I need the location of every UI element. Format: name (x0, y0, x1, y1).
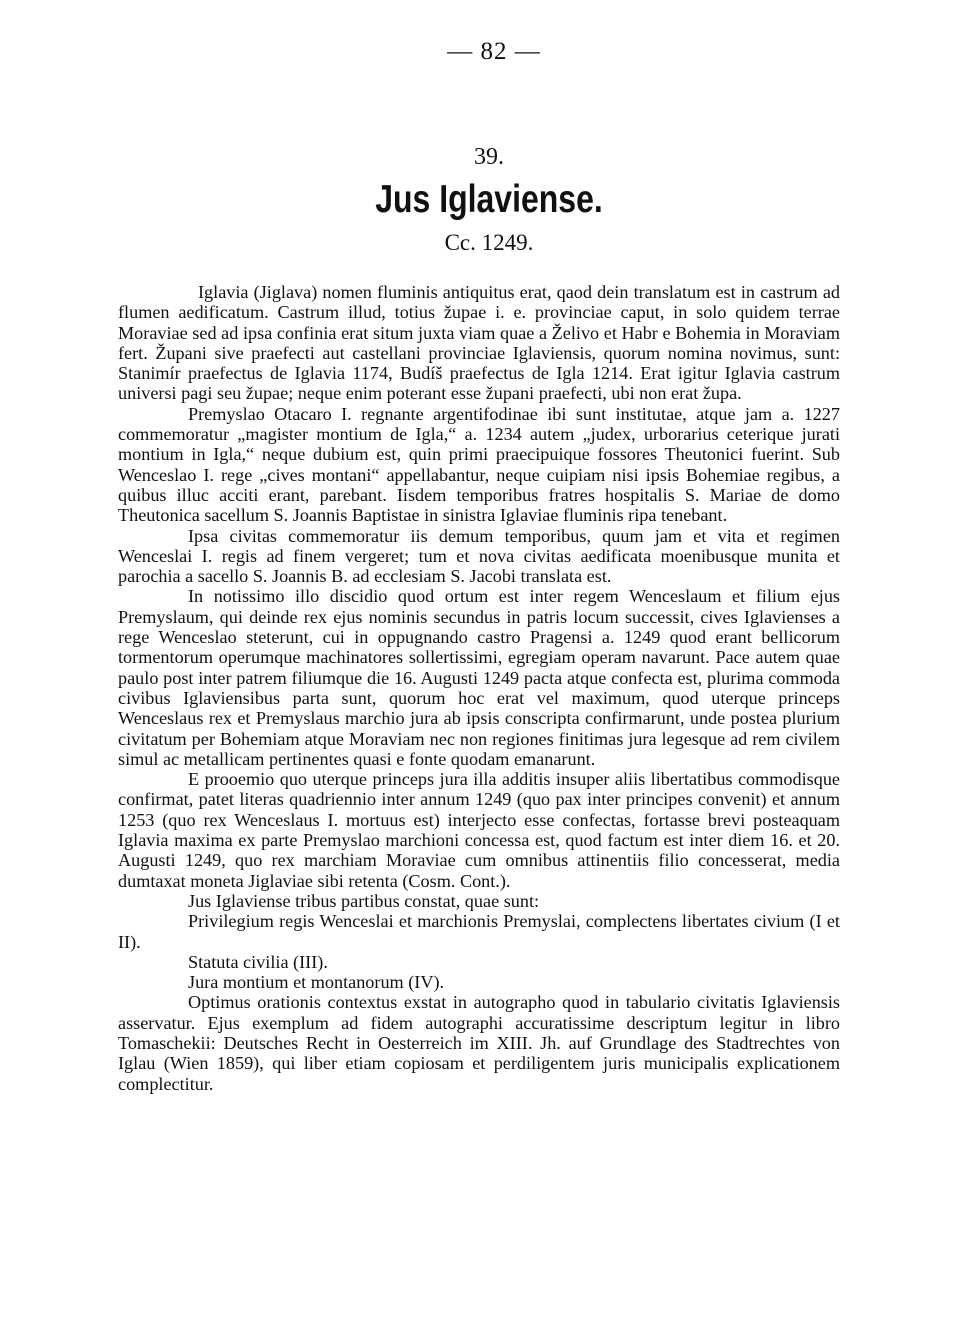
list-item-privilegium: Privilegium regis Wenceslai et marchionis Premyslai, complectens libertates civium (I et II). (118, 911, 840, 952)
paragraph-autographum: Optimus orationis contextus exstat in autographo quod in tabulario civitatis Iglaviensis asservatur. Ejus exemplum ad fidem autographi accuratissime descriptum legitur in libro Tomaschekii: Deutsches Recht in Oesterreich im XIII. Jh. auf Grundlage des Stadtrechtes von Iglau (Wien 1859), qui liber etiam copiosam et perdiligentem juris municipalis explicationem complectitur. (118, 992, 840, 1094)
document-title: Jus Iglaviense. (375, 178, 603, 221)
paragraph-prooemium: E prooemio quo uterque princeps jura illa additis insuper aliis libertatibus commodisque confirmat, patet literas quadriennio inter annum 1249 (quo pax inter principes convenit) et annum 1253 (quo rex Wenceslaus I. mortuus est) interjecto esse confectas, fortasse brevi posteaquam Iglavia maxima ex parte Premyslao marchioni concessa est, quod factum est inter diem 16. et 20. Augusti 1249, quo rex marchiam Moraviae cum omnibus attinentiis filio concesserat, media dumtaxat moneta Jiglaviae sibi retenta (Cosm. Cont.). (118, 769, 840, 891)
document-date: Cc. 1249. (444, 230, 534, 255)
paragraph-discidium: In notissimo illo discidio quod ortum est inter regem Wenceslaum et filium ejus Premyslaum, qui deinde rex ejus nominis secundus in patris locum successit, cives Iglavienses a rege Wenceslao steterunt, cui in oppugnando castro Pragensi a. 1249 quod erant bellicorum tormentorum operumque machinatores sollertissimi, egregiam operam navarunt. Pace autem quae paulo post inter patrem filiumque die 16. Augusti 1249 pacta atque confecta est, plurima commoda civibus Iglaviensibus parta sunt, quorum hoc erat vel maximum, quod uterque princeps Wenceslaus rex et Premyslaus marchio jura ab ipsis conscripta confirmarunt, unde postea plurium civitatum per Bohemiam atque Moraviam nec non regiones finitimas jura legesque ad rem civilem simul ac metallicam pertinentes quasi e fonte quodam emanarunt. (118, 586, 840, 769)
paragraph-mining-history: Premyslao Otacaro I. regnante argentifodinae ibi sunt institutae, atque jam a. 1227 commemoratur „magister montium de Igla,“ a. 1234 autem „judex, urborarius ceterique jurati montium in Igla,“ neque dubium est, quin primi praecipuique fossores Theutonici fuerint. Sub Wenceslao I. rege „cives montani“ appellabantur, neque cuipiam nisi ipsis Bohemiae regibus, a quibus illuc acciti erant, parebant. Iisdem temporibus fratres hospitalis S. Mariae de domo Theutonica sacellum S. Joannis Baptistae in sinistra Iglaviae fluminis ripa tenebant. (118, 403, 840, 526)
list-item-statuta: Statuta civilia (III). (188, 951, 328, 972)
paragraph-partes-intro: Jus Iglaviense tribus partibus constat, quae sunt: (188, 890, 540, 911)
document-number: 39. (474, 144, 504, 170)
paragraph-civitas: Ipsa civitas commemoratur iis demum temporibus, quum jam et vita et regimen Wenceslai I. regis ad finem vergeret; tum et nova civitas aedificata moenibusque munita et parochia a sacello S. Joannis B. ad ecclesiam S. Jacobi translata est. (118, 525, 840, 587)
body-text (118, 282, 840, 1094)
page-number: — 82 — (447, 38, 541, 65)
document-page (118, 38, 840, 1094)
paragraph-introduction: Iglavia (Jiglava) nomen fluminis antiquitus erat, qaod dein translatum est in castrum ad flumen aedificatum. Castrum illud, totius župae i. e. provinciae caput, in solo quidem terrae Moraviae sed ad ipsa confinia erat situm juxta viam quae a Želivo et Habr e Bohemia in Moraviam fert. Župani sive praefecti aut castellani provinciae Iglaviensis, quorum nomina novimus, sunt: Stanimír praefectus de Iglavia 1174, Budíš praefectus de Igla 1214. Erat igitur Iglavia castrum universi pagi seu župae; neque enim poterant esse župani praefecti, ubi non erat župa. (118, 282, 840, 404)
list-item-jura-montium: Jura montium et montanorum (IV). (188, 972, 445, 993)
